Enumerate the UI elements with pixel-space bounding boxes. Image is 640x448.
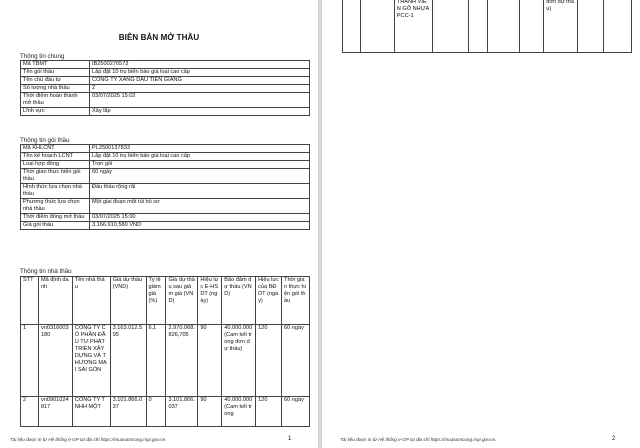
info-row — [21, 85, 310, 93]
table-cell — [604, 0, 632, 53]
info-row — [21, 161, 310, 169]
general-info-heading: Thông tin chung — [20, 53, 65, 60]
table-cell: 0 — [146, 397, 166, 427]
table-cell: 1 — [21, 325, 39, 397]
info-value: 3.166.910.580 VND — [90, 222, 310, 230]
info-label: Giá gói thầu — [21, 222, 90, 230]
table-cell: 120 — [256, 325, 282, 397]
column-header: Hiệu lực của BĐ DT (ngày) — [256, 277, 282, 325]
info-label: Số lượng nhà thầu — [21, 85, 90, 93]
info-label: Thời điểm đóng mở thầu — [21, 214, 90, 222]
info-label: Tên gói thầu — [21, 69, 90, 77]
table-cell: đơn dự thầu) — [544, 0, 578, 53]
column-header: Bảo đảm dự thầu (VND) — [222, 277, 256, 325]
info-row — [21, 199, 310, 214]
table-cell: 2 — [21, 397, 39, 427]
info-value: Trọn gói — [90, 161, 310, 169]
table-row — [21, 397, 310, 427]
info-label: Mã TBMT — [21, 61, 90, 69]
table-cell: 90 — [198, 397, 222, 427]
footer-note: Tài liệu được in từ Hệ thống e-GP tại địa chỉ https://muasamcong.mpi.gov.vn. — [10, 437, 167, 442]
info-value: Đấu thầu rộng rãi — [90, 184, 310, 199]
info-row — [21, 169, 310, 184]
footer-note: Tài liệu được in từ Hệ thống e-GP tại địa chỉ https://muasamcong.mpi.gov.vn. — [340, 437, 497, 442]
page-number: 1 — [288, 436, 292, 442]
info-value: Lắp đặt 10 trụ biển báo giá loại cao cấp — [90, 153, 310, 161]
info-row — [21, 93, 310, 108]
info-label: Loại hợp đồng — [21, 161, 90, 169]
info-label: Thời gian thực hiện gói thầu — [21, 169, 90, 184]
info-row — [21, 214, 310, 222]
info-value: Lắp đặt 10 trụ biển báo giá loại cao cấp — [90, 69, 310, 77]
general-info-table — [20, 60, 310, 116]
info-value: 60 ngày — [90, 169, 310, 184]
info-value: Xây lắp — [90, 108, 310, 116]
table-cell: 3.101.866.037 — [110, 397, 146, 427]
table-cell: 6,1 — [146, 325, 166, 397]
table-cell: 40.000.000 (Cam kết trong đơn dự thầu) — [222, 325, 256, 397]
table-cell: 3.101.866.037 — [166, 397, 198, 427]
table-cell — [578, 0, 604, 53]
bidder-info-heading: Thông tin nhà thầu — [20, 268, 72, 275]
info-row — [21, 77, 310, 85]
column-header: Giá dự thầu sau giảm giá (VND) — [166, 277, 198, 325]
info-label: Phương thức lựa chọn nhà thầu — [21, 199, 90, 214]
table-cell — [432, 0, 468, 53]
package-info-table — [20, 144, 310, 230]
table-cell: 60 ngày — [282, 325, 310, 397]
table-cell — [343, 0, 361, 53]
table-cell: CÔNG TY TNHH MỘT — [72, 397, 110, 427]
info-label: Mã KHLCNT — [21, 145, 90, 153]
table-cell: 2.970.068.826,705 — [166, 325, 198, 397]
document-page-2 — [322, 0, 640, 448]
table-cell — [488, 0, 520, 53]
bidder-table — [20, 276, 310, 427]
table-cell: vn0316003180 — [38, 325, 72, 397]
document-title: BIÊN BẢN MỞ THẦU — [118, 33, 200, 42]
info-row — [21, 153, 310, 161]
info-value: Một giai đoạn một túi hồ sơ — [90, 199, 310, 214]
page-number: 2 — [612, 436, 616, 442]
info-label: Thời điểm hoàn thành mở thầu — [21, 93, 90, 108]
column-header: Thời gian thực hiện gói thầu — [282, 277, 310, 325]
table-row — [343, 0, 632, 53]
info-value: IB2500276573 — [90, 61, 310, 69]
table-cell: 40.000.000 (Cam kết trong — [222, 397, 256, 427]
info-label: Tên chủ đầu tư — [21, 77, 90, 85]
info-row — [21, 222, 310, 230]
table-row — [21, 325, 310, 397]
info-row — [21, 184, 310, 199]
info-label: Hình thức lựa chọn nhà thầu — [21, 184, 90, 199]
table-cell — [360, 0, 394, 53]
bidder-table-continued — [342, 0, 632, 53]
column-header: Giá dự thầu (VND) — [110, 277, 146, 325]
column-header: STT — [21, 277, 39, 325]
table-cell: 60 ngày — [282, 397, 310, 427]
info-value: 03/07/2025 15:00 — [90, 214, 310, 222]
info-value: CÔNG TY XĂNG DẦU TIỀN GIANG — [90, 77, 310, 85]
column-header: Tỷ lệ giảm giá (%) — [146, 277, 166, 325]
info-label: Lĩnh vực — [21, 108, 90, 116]
info-row — [21, 69, 310, 77]
column-header: Tên nhà thầu — [72, 277, 110, 325]
info-value: PL2500137833 — [90, 145, 310, 153]
table-cell: 3.163.012.595 — [110, 325, 146, 397]
column-header: Hiệu lực E-HSDT (ngày) — [198, 277, 222, 325]
table-cell: THÀNH VIÊN GỖ NHỰA PCC-1 — [394, 0, 432, 53]
table-cell: 90 — [198, 325, 222, 397]
info-row — [21, 108, 310, 116]
table-cell: 120 — [256, 397, 282, 427]
info-label: Tên kế hoạch LCNT — [21, 153, 90, 161]
package-info-heading: Thông tin gói thầu — [20, 137, 70, 144]
table-cell: CÔNG TY CỔ PHẦN ĐẦU TƯ PHÁT TRIỂN XÂY DỰNG VÀ THƯƠNG MẠI SÀI GÒN — [72, 325, 110, 397]
info-value: 03/07/2025 15:02 — [90, 93, 310, 108]
document-page-1 — [0, 0, 318, 448]
info-value: 2 — [90, 85, 310, 93]
table-cell — [468, 0, 488, 53]
table-cell: vn0901024817 — [38, 397, 72, 427]
table-cell — [520, 0, 544, 53]
column-header: Mã định danh — [38, 277, 72, 325]
info-row — [21, 61, 310, 69]
table-header — [21, 277, 310, 325]
info-row — [21, 145, 310, 153]
